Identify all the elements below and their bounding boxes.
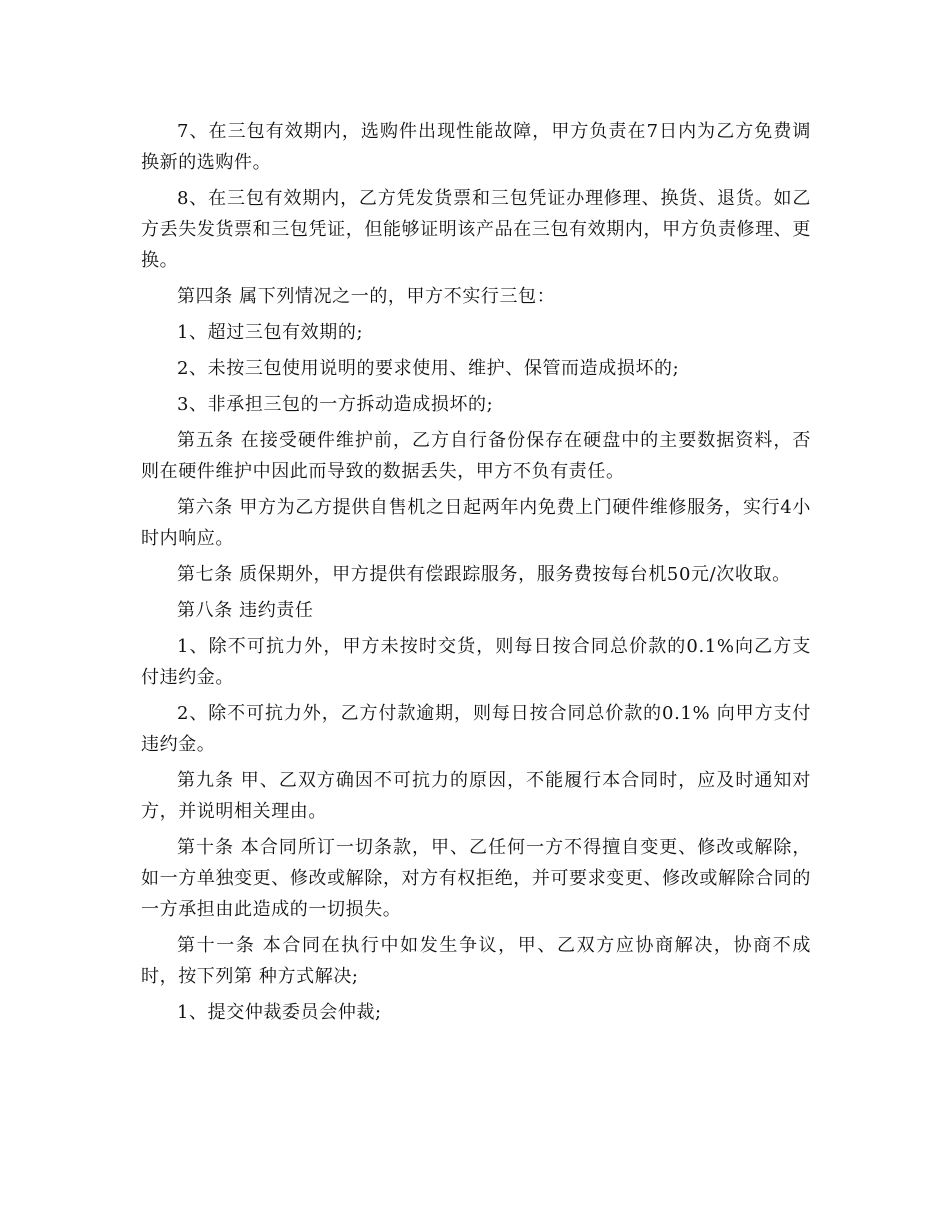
article-6: 第六条 甲方为乙方提供自售机之日起两年内免费上门硬件维修服务，实行4小时内响应。: [141, 497, 811, 549]
article-5: 第五条 在接受硬件维护前，乙方自行备份保存在硬盘中的主要数据资料，否则在硬件维护中因此而导致的数据丢失，甲方不负有责任。: [141, 430, 811, 482]
article-7: 第七条 质保期外，甲方提供有偿跟踪服务，服务费按每台机50元/次收取。: [177, 564, 791, 585]
article-4-item-2: 2、未按三包使用说明的要求使用、维护、保管而造成损坏的;: [177, 358, 680, 379]
article-9: 第九条 甲、乙双方确因不可抗力的原因，不能履行本合同时，应及时通知对方，并说明相关理由。: [141, 770, 811, 822]
article-4-item-3: 3、非承担三包的一方拆动造成损坏的;: [177, 394, 494, 415]
clause-7-replacement: 7、在三包有效期内，选购件出现性能故障，甲方负责在7日内为乙方免费调换新的选购件。: [141, 121, 811, 173]
article-10: 第十条 本合同所订一切条款，甲、乙任何一方不得擅自变更、修改或解除，如一方单独变更、修改或解除，对方有权拒绝，并可要求变更、修改或解除合同的一方承担由此造成的一切损失。: [141, 837, 811, 920]
article-8-heading: 第八条 违约责任: [177, 600, 314, 621]
article-8-item-2: 2、除不可抗力外，乙方付款逾期，则每日按合同总价款的0.1% 向甲方支付违约金。: [141, 703, 811, 755]
article-11-item-1: 1、提交仲裁委员会仲裁;: [177, 1002, 382, 1023]
clause-8-repair-return: 8、在三包有效期内，乙方凭发货票和三包凭证办理修理、换货、退货。如乙方丢失发货票和三包凭证，但能够证明该产品在三包有效期内，甲方负责修理、更换。: [141, 188, 811, 271]
article-4-item-1: 1、超过三包有效期的;: [177, 322, 364, 343]
article-8-item-1: 1、除不可抗力外，甲方未按时交货，则每日按合同总价款的0.1%向乙方支付违约金。: [141, 636, 811, 688]
contract-body: [141, 116, 811, 1033]
article-11: 第十一条 本合同在执行中如发生争议，甲、乙双方应协商解决，协商不成时，按下列第 种方式解决;: [141, 935, 811, 987]
article-4-heading: 第四条 属下列情况之一的，甲方不实行三包：: [177, 286, 556, 307]
